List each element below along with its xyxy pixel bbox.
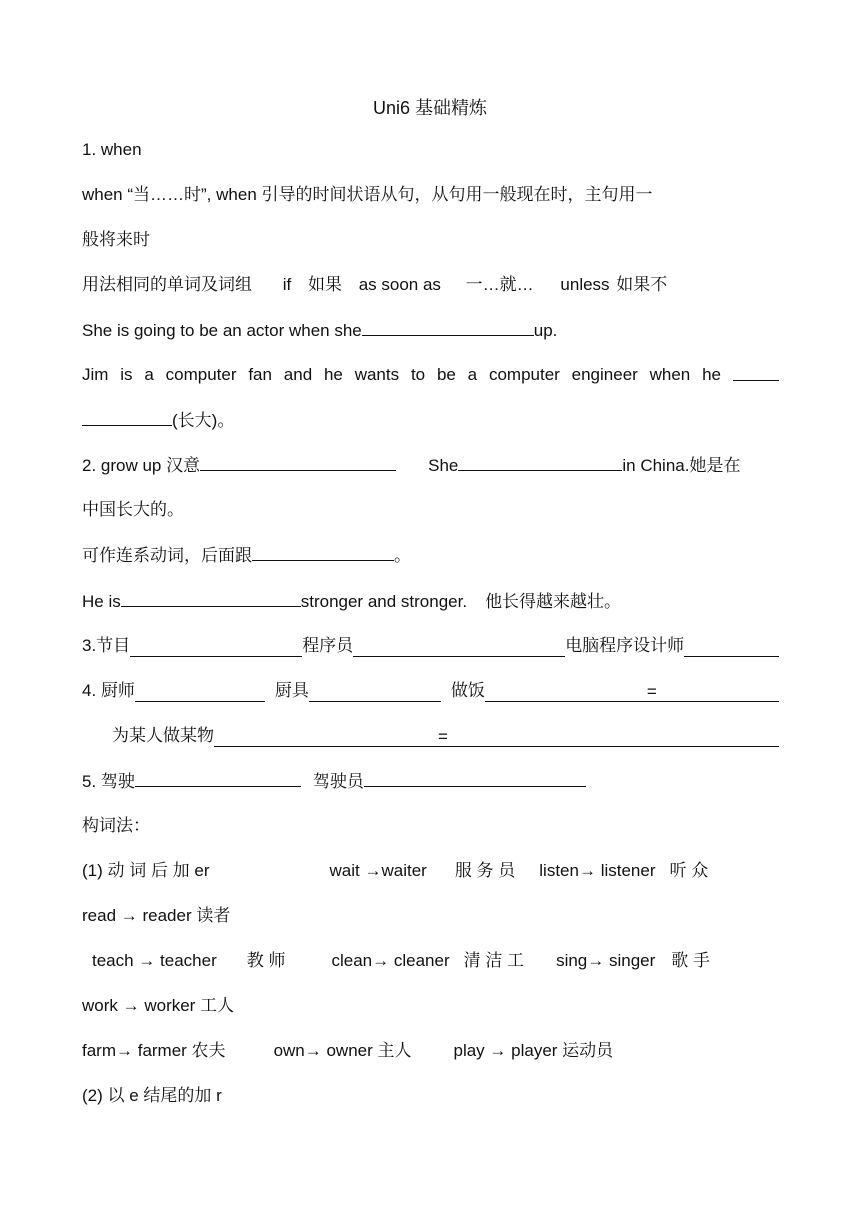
answer-blank[interactable] xyxy=(309,685,441,702)
example-sentence-2-cont: (长大)。 xyxy=(82,409,779,432)
section-6-heading: 构词法： xyxy=(82,816,150,835)
word-formation-row-3: teach → teacher 教 师 clean→ cleaner 清 洁 工 sing→ singer 歌 手 xyxy=(92,951,711,970)
word-formation-row-2: read → reader 读者 xyxy=(82,906,231,925)
section-1-usage-line xyxy=(82,274,779,296)
answer-blank[interactable] xyxy=(135,685,265,702)
answer-blank[interactable] xyxy=(362,319,534,336)
usage-meaning: 一…就… xyxy=(465,275,534,294)
answer-blank[interactable] xyxy=(364,770,586,787)
word-formation-row-5: farm→ farmer 农夫 own→ owner 主人 play → player 运动员 xyxy=(82,1041,614,1060)
section-5-line: 5. 驾驶 驾驶员 xyxy=(82,770,779,793)
answer-blank[interactable] xyxy=(458,454,622,471)
section-4-line-1: 4. 厨师 厨具 做饭 = xyxy=(82,680,779,702)
section-2-line-2: 中国长大的。 xyxy=(82,500,184,519)
section-1-line-2: 般将来时 xyxy=(82,230,150,249)
answer-blank[interactable] xyxy=(252,544,394,561)
section-2-line-3: 可作连系动词，后面跟 。 xyxy=(82,546,411,565)
section-3-line: 3.节目 程序员 电脑程序设计师 xyxy=(82,635,779,657)
word-formation-row-1: (1) 动 词 后 加 er wait →waiter 服 务 员 listen→ listener 听 众 xyxy=(82,861,709,880)
answer-blank[interactable]: = xyxy=(214,730,779,747)
word-formation-row-6: (2) 以 e 结尾的加 r xyxy=(82,1086,222,1105)
example-sentence-2: Jim is a computer fan and he wants to be a computer engineer when he xyxy=(82,364,779,386)
answer-blank[interactable] xyxy=(135,770,301,787)
section-2-line-1: 2. grow up 汉意 She in China.她是在 xyxy=(82,456,741,475)
page-title: Uni6 基础精炼 xyxy=(372,98,488,118)
answer-blank[interactable]: = xyxy=(485,685,779,702)
usage-label: 用法相同的单词及词组 xyxy=(82,275,252,294)
answer-blank[interactable] xyxy=(733,364,779,381)
answer-blank[interactable] xyxy=(200,454,396,471)
usage-word: unless xyxy=(560,275,610,294)
answer-blank[interactable] xyxy=(121,590,301,607)
answer-blank[interactable] xyxy=(353,640,565,657)
answer-blank[interactable] xyxy=(82,409,172,426)
usage-word: as soon as xyxy=(358,275,441,294)
section-1-heading: 1. when xyxy=(82,140,142,159)
answer-blank[interactable] xyxy=(130,640,302,657)
usage-meaning: 如果 xyxy=(307,275,342,294)
section-2-line-4: He is stronger and stronger. 他长得越来越壮。 xyxy=(82,592,622,611)
word-formation-row-4: work → worker 工人 xyxy=(82,996,235,1015)
answer-blank[interactable] xyxy=(684,640,779,657)
section-1-line-1: when “当……时”, when 引导的时间状语从句，从句用一般现在时，主句用一 xyxy=(82,185,653,204)
usage-meaning: 如果不 xyxy=(616,275,668,294)
usage-word: if xyxy=(282,275,292,294)
example-sentence-1: She is going to be an actor when she up. xyxy=(82,321,558,340)
section-4-line-2: 为某人做某物 = xyxy=(112,725,779,747)
